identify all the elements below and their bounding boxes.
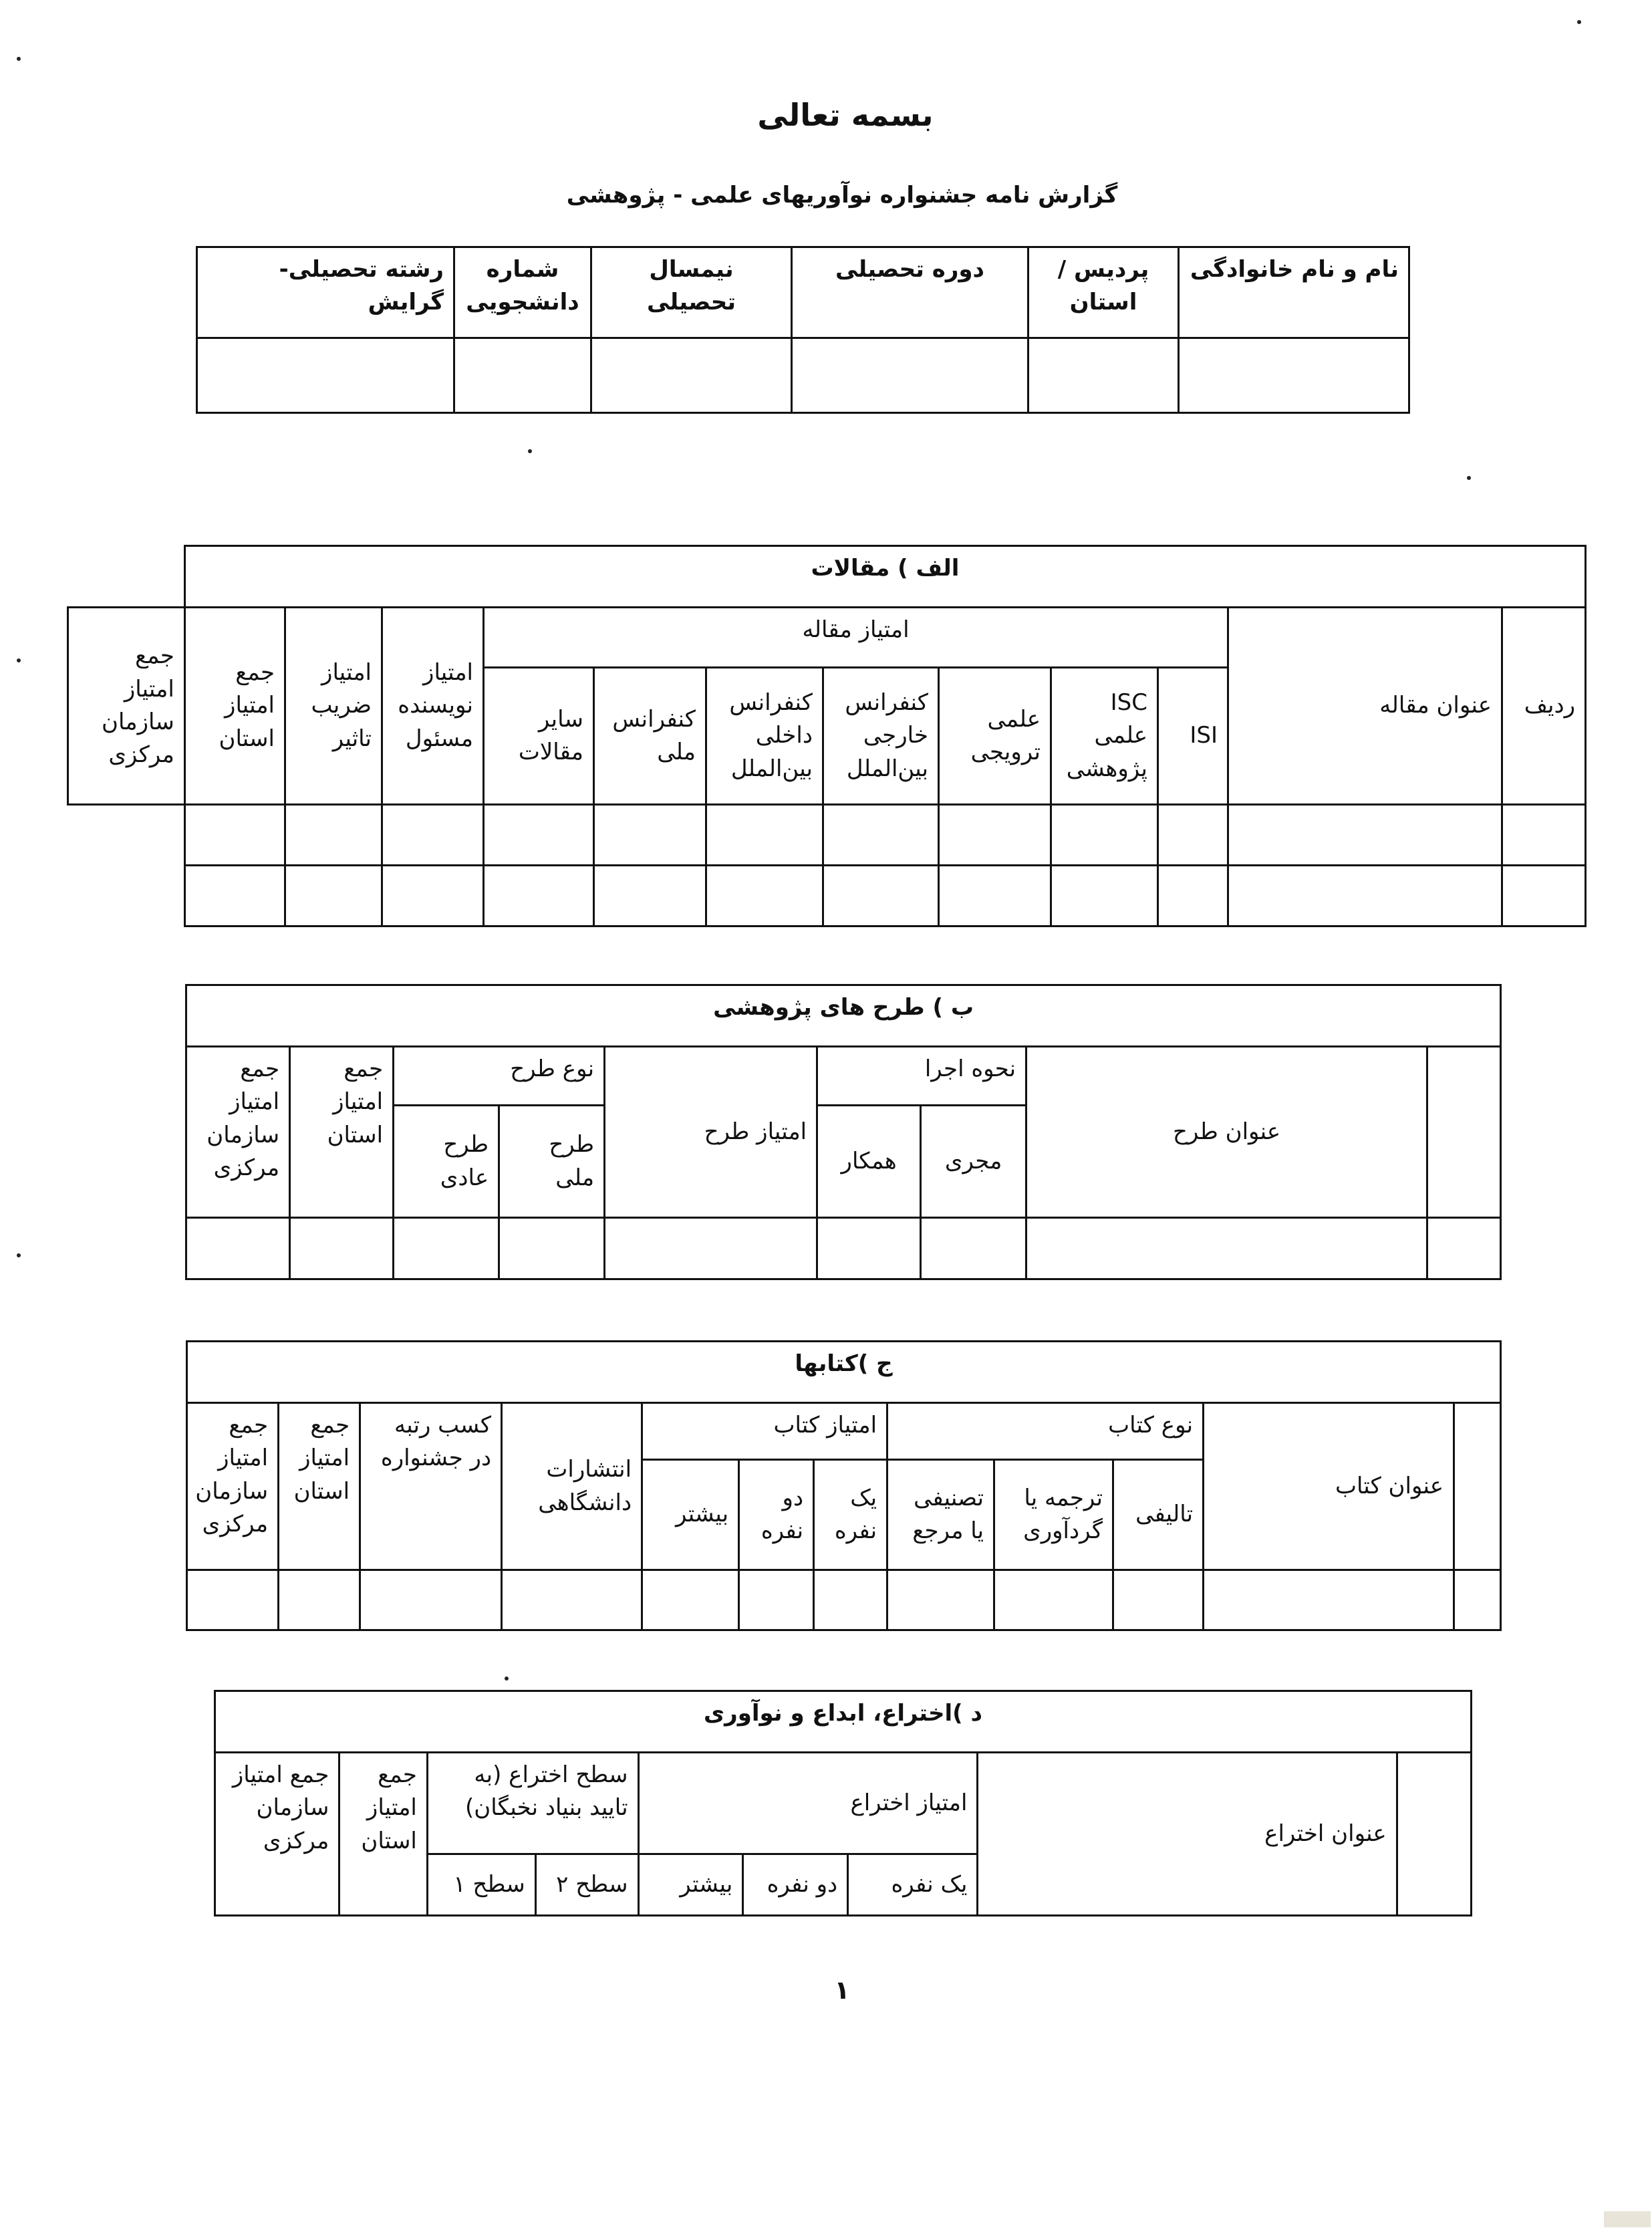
scientific-promotional-header: علمی ترویجی [939,668,1051,805]
article-score-header: امتیاز مقاله [484,608,1228,668]
student-info-table [196,246,1410,414]
two-person-header: دو نفره [743,1854,848,1916]
semester-header: نیمسال تحصیلی [591,247,792,338]
invention-score-header: امتیاز اختراع [638,1753,978,1854]
inventions-section-title: د )اختراع، ابداع و نوآوری [215,1691,1472,1753]
scanner-watermark [1604,2211,1651,2227]
books-section-title: ج )کتابها [187,1342,1501,1403]
corresponding-author-score-header: امتیاز نویسنده مسئول [382,608,484,805]
student-info-entry-row [197,338,1409,413]
more-authors-header: بیشتر [642,1460,739,1570]
province-total-header: جمع امتیاز استان [279,1403,360,1570]
authored-header: تالیفی [1113,1460,1204,1570]
project-type-header: نوع طرح [394,1047,605,1106]
regular-project-header: طرح عادی [394,1106,499,1218]
province-total-header: جمع امتیاز استان [339,1753,428,1916]
province-total-header: جمع امتیاز استان [290,1047,394,1218]
inventions-table [214,1690,1472,1916]
reference-header: تصنیفی یا مرجع [887,1460,994,1570]
bismillah-heading: بسمه تعالی [757,97,934,133]
research-projects-section-title: ب ) طرح های پژوهشی [186,985,1501,1047]
scan-speck [505,1677,509,1681]
row-number-header: ردیف [1502,608,1586,805]
campus-province-cell[interactable] [1028,338,1179,413]
student-name-cell[interactable] [1179,338,1409,413]
books-entry-row [187,1570,1501,1630]
page-number: ۱ [834,1975,850,2005]
central-organization-total-header: جمع امتیاز سازمان مرکزی [187,1403,279,1570]
festival-rank-header: کسب رتبه در جشنواره [360,1403,502,1570]
execution-method-header: نحوه اجرا [817,1047,1026,1106]
more-inventors-header: بیشتر [638,1854,743,1916]
domestic-international-conference-header: کنفرانس داخلی بین‌الملل [706,668,823,805]
collaborator-header: همکار [817,1106,921,1218]
book-title-header: عنوان کتاب [1204,1403,1454,1570]
one-person-header: یک نفره [814,1460,887,1570]
foreign-international-conference-header: کنفرانس خارجی بین‌الملل [823,668,939,805]
province-total-header: جمع امتیاز استان [184,608,285,805]
report-title: گزارش نامه جشنواره نوآوریهای علمی - پژوهشی [566,182,1118,209]
national-project-header: طرح ملی [499,1106,605,1218]
articles-section-title: الف ) مقالات [184,546,1585,608]
isi-header: ISI [1158,668,1228,805]
isc-header: ISC علمی پژوهشی [1051,668,1158,805]
student-name-header: نام و نام خانوادگی [1179,247,1409,338]
book-type-header: نوع کتاب [887,1403,1204,1460]
student-id-header: شماره دانشجویی [454,247,591,338]
scan-speck [17,57,21,61]
central-organization-total-header: جمع امتیاز سازمان مرکزی [68,608,185,805]
book-score-header: امتیاز کتاب [642,1403,887,1460]
project-score-header: امتیاز طرح [605,1047,817,1218]
research-projects-entry-row [186,1218,1501,1279]
scan-speck [17,658,21,662]
invention-title-header: عنوان اختراع [978,1753,1397,1916]
field-of-study-header: رشته تحصیلی-گرایش [197,247,454,338]
field-of-study-cell[interactable] [197,338,454,413]
national-conference-header: کنفرانس ملی [594,668,706,805]
scan-speck [528,449,532,453]
project-title-header: عنوان طرح [1026,1047,1427,1218]
articles-entry-row [68,805,1586,866]
article-title-header: عنوان مقاله [1228,608,1502,805]
articles-entry-row [68,866,1586,926]
campus-province-header: پردیس / استان [1028,247,1179,338]
student-id-cell[interactable] [454,338,591,413]
university-press-header: انتشارات دانشگاهی [502,1403,642,1570]
central-organization-total-header: جمع امتیاز سازمان مرکزی [186,1047,290,1218]
impact-factor-score-header: امتیاز ضریب تاثیر [285,608,382,805]
articles-table [67,545,1587,927]
scan-speck [1577,20,1581,24]
translation-compilation-header: ترجمه یا گردآوری [994,1460,1113,1570]
scan-speck [17,1253,21,1257]
invention-level-header: سطح اختراع (به تایید بنیاد نخبگان) [427,1753,638,1854]
level-2-header: سطح ۲ [535,1854,638,1916]
level-1-header: سطح ۱ [427,1854,535,1916]
degree-level-cell[interactable] [792,338,1028,413]
two-person-header: دو نفره [739,1460,814,1570]
scan-speck [1467,476,1471,480]
research-projects-table [185,984,1502,1280]
executor-header: مجری [921,1106,1026,1218]
one-person-header: یک نفره [848,1854,978,1916]
degree-level-header: دوره تحصیلی [792,247,1028,338]
other-articles-header: سایر مقالات [484,668,594,805]
semester-cell[interactable] [591,338,792,413]
books-table [186,1340,1502,1631]
central-organization-total-header: جمع امتیاز سازمان مرکزی [215,1753,339,1916]
